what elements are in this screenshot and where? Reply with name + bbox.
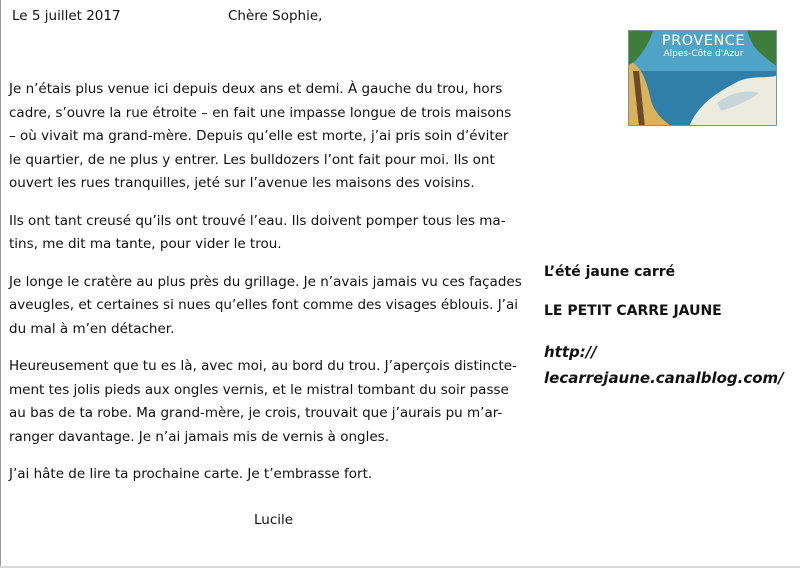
blog-url-prefix[interactable]: http:// [544,343,597,361]
provence-postcard-image [628,30,777,126]
postcard-title: PROVENCE [661,33,746,49]
blog-name: LE PETIT CARRE JAUNE [544,303,722,319]
postcard-subtitle: Alpes-Côte d'Azur [663,49,744,59]
letter-paragraph: Ils ont tant creusé qu’ils ont trouvé l’eau. Ils doivent pomper tous les ma- tins, me dit ma tante, pour vider le trou. [9,212,506,252]
blog-url[interactable]: lecarrejaune.canalblog.com/ [544,369,784,387]
letter-salutation: Chère Sophie, [228,8,323,24]
letter-paragraph: J’ai hâte de lire ta prochaine carte. Je t’embrasse fort. [9,466,373,482]
letter-paragraph: Je longe le cratère au plus près du grillage. Je n’avais jamais vu ces façades aveugles, et certaines si nues qu’elles font comme des visages éblouis. J’ai du mal à m’en détacher. [9,273,522,337]
letter-date: Le 5 juillet 2017 [12,8,121,24]
letter-body [9,78,529,501]
letter-paragraph: Heureusement que tu es là, avec moi, au bord du trou. J’aperçois distincte- ment tes jolis pieds aux ongles vernis, et le mistral tombant du soir passe au bas de ta robe. Ma grand-mère, je crois, trouvait que j’aurais pu m’ar- ranger davantage. Je n’ai jamais mis de vernis à ongles. [9,358,517,445]
letter-paragraph: Je n’étais plus venue ici depuis deux ans et demi. À gauche du trou, hors cadre, s’ouvre la rue étroite – en fait une impasse longue de trois maisons – où vivait ma grand-mère. Depuis qu’elle est morte, j’ai pris soin d’éviter le quartier, de ne plus y entrer. Les bulldozers l’ont fait pour moi. Ils ont ouvert les rues tranquilles, jeté sur l’avenue les maisons des voisins. [9,81,512,191]
letter-signature: Lucile [254,512,294,528]
page-left-border [0,0,1,568]
blog-tagline: L’été jaune carré [544,264,676,280]
